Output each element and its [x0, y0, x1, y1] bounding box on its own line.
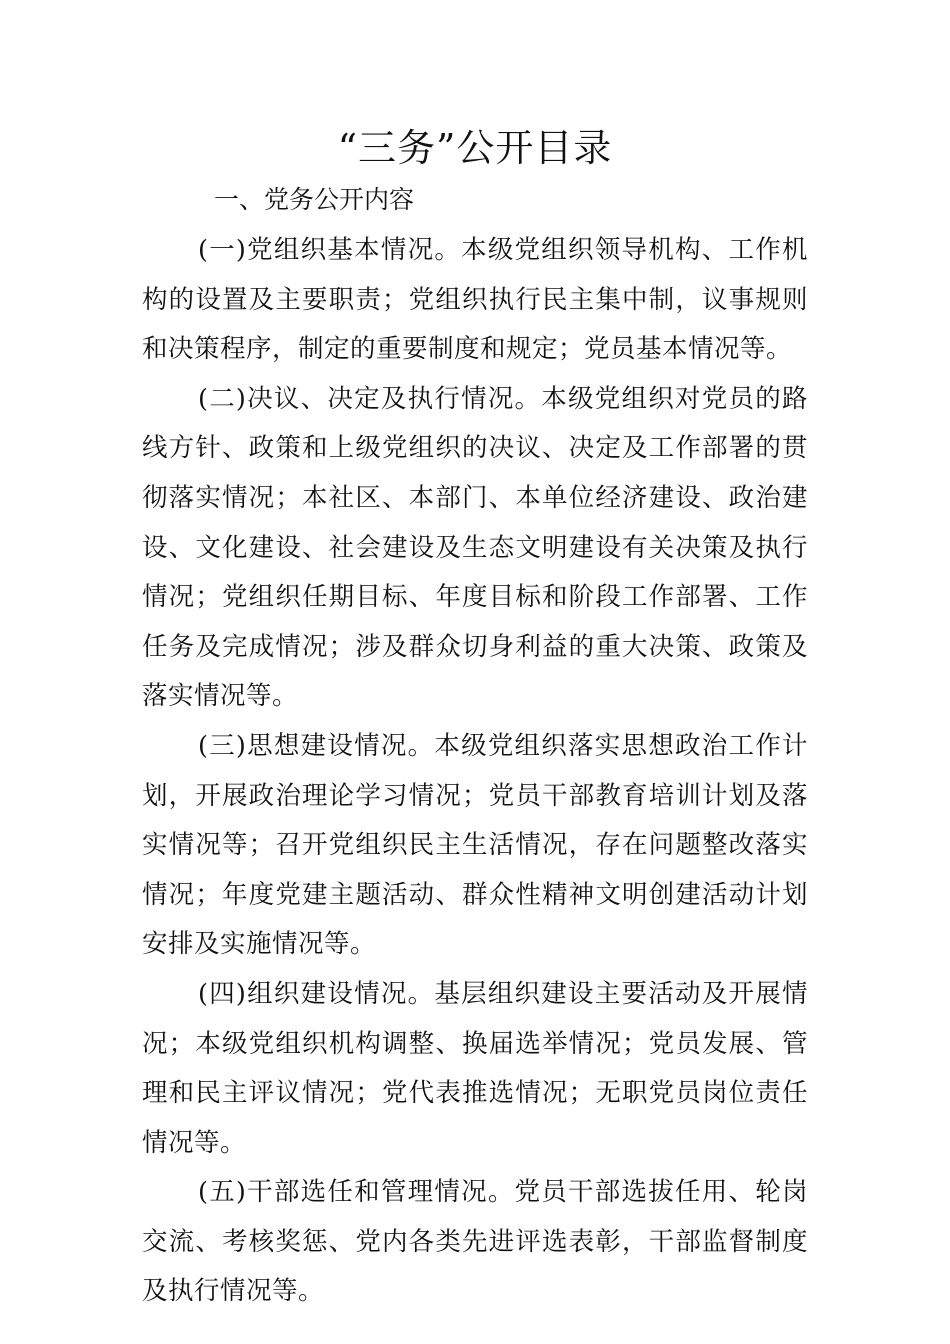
document-title: “三务”公开目录 [337, 126, 613, 170]
paragraph-1: (一)党组织基本情况。本级党组织领导机构、工作机构的设置及主要职责；党组织执行民主集中制，议事规则和决策程序，制定的重要制度和规定；党员基本情况等。 [142, 235, 808, 365]
paragraph-2: (二)决议、决定及执行情况。本级党组织对党员的路线方针、政策和上级党组织的决议、决定及工作部署的贯彻落实情况；本社区、本部门、本单位经济建设、政治建设、文化建设、社会建设及生态文明建设有关决策及执行情况；党组织任期目标、年度目标和阶段工作部署、工作任务及完成情况；涉及群众切身利益的重大决策、政策及落实情况等。 [142, 383, 808, 712]
paragraph-5: (五)干部选任和管理情况。党员干部选拔任用、轮岗交流、考核奖惩、党内各类先进评选表彰，干部监督制度及执行情况等。 [142, 1177, 808, 1307]
paragraph-3: (三)思想建设情况。本级党组织落实思想政治工作计划，开展政治理论学习情况；党员干部教育培训计划及落实情况等；召开党组织民主生活情况，存在问题整改落实情况；年度党建主题活动、群众性精神文明创建活动计划安排及实施情况等。 [142, 730, 808, 960]
paragraph-4: (四)组织建设情况。基层组织建设主要活动及开展情况；本级党组织机构调整、换届选举情况；党员发展、管理和民主评议情况；党代表推选情况；无职党员岗位责任情况等。 [142, 978, 808, 1158]
document-body [142, 226, 808, 1317]
section-heading: 一、党务公开内容 [214, 185, 415, 214]
